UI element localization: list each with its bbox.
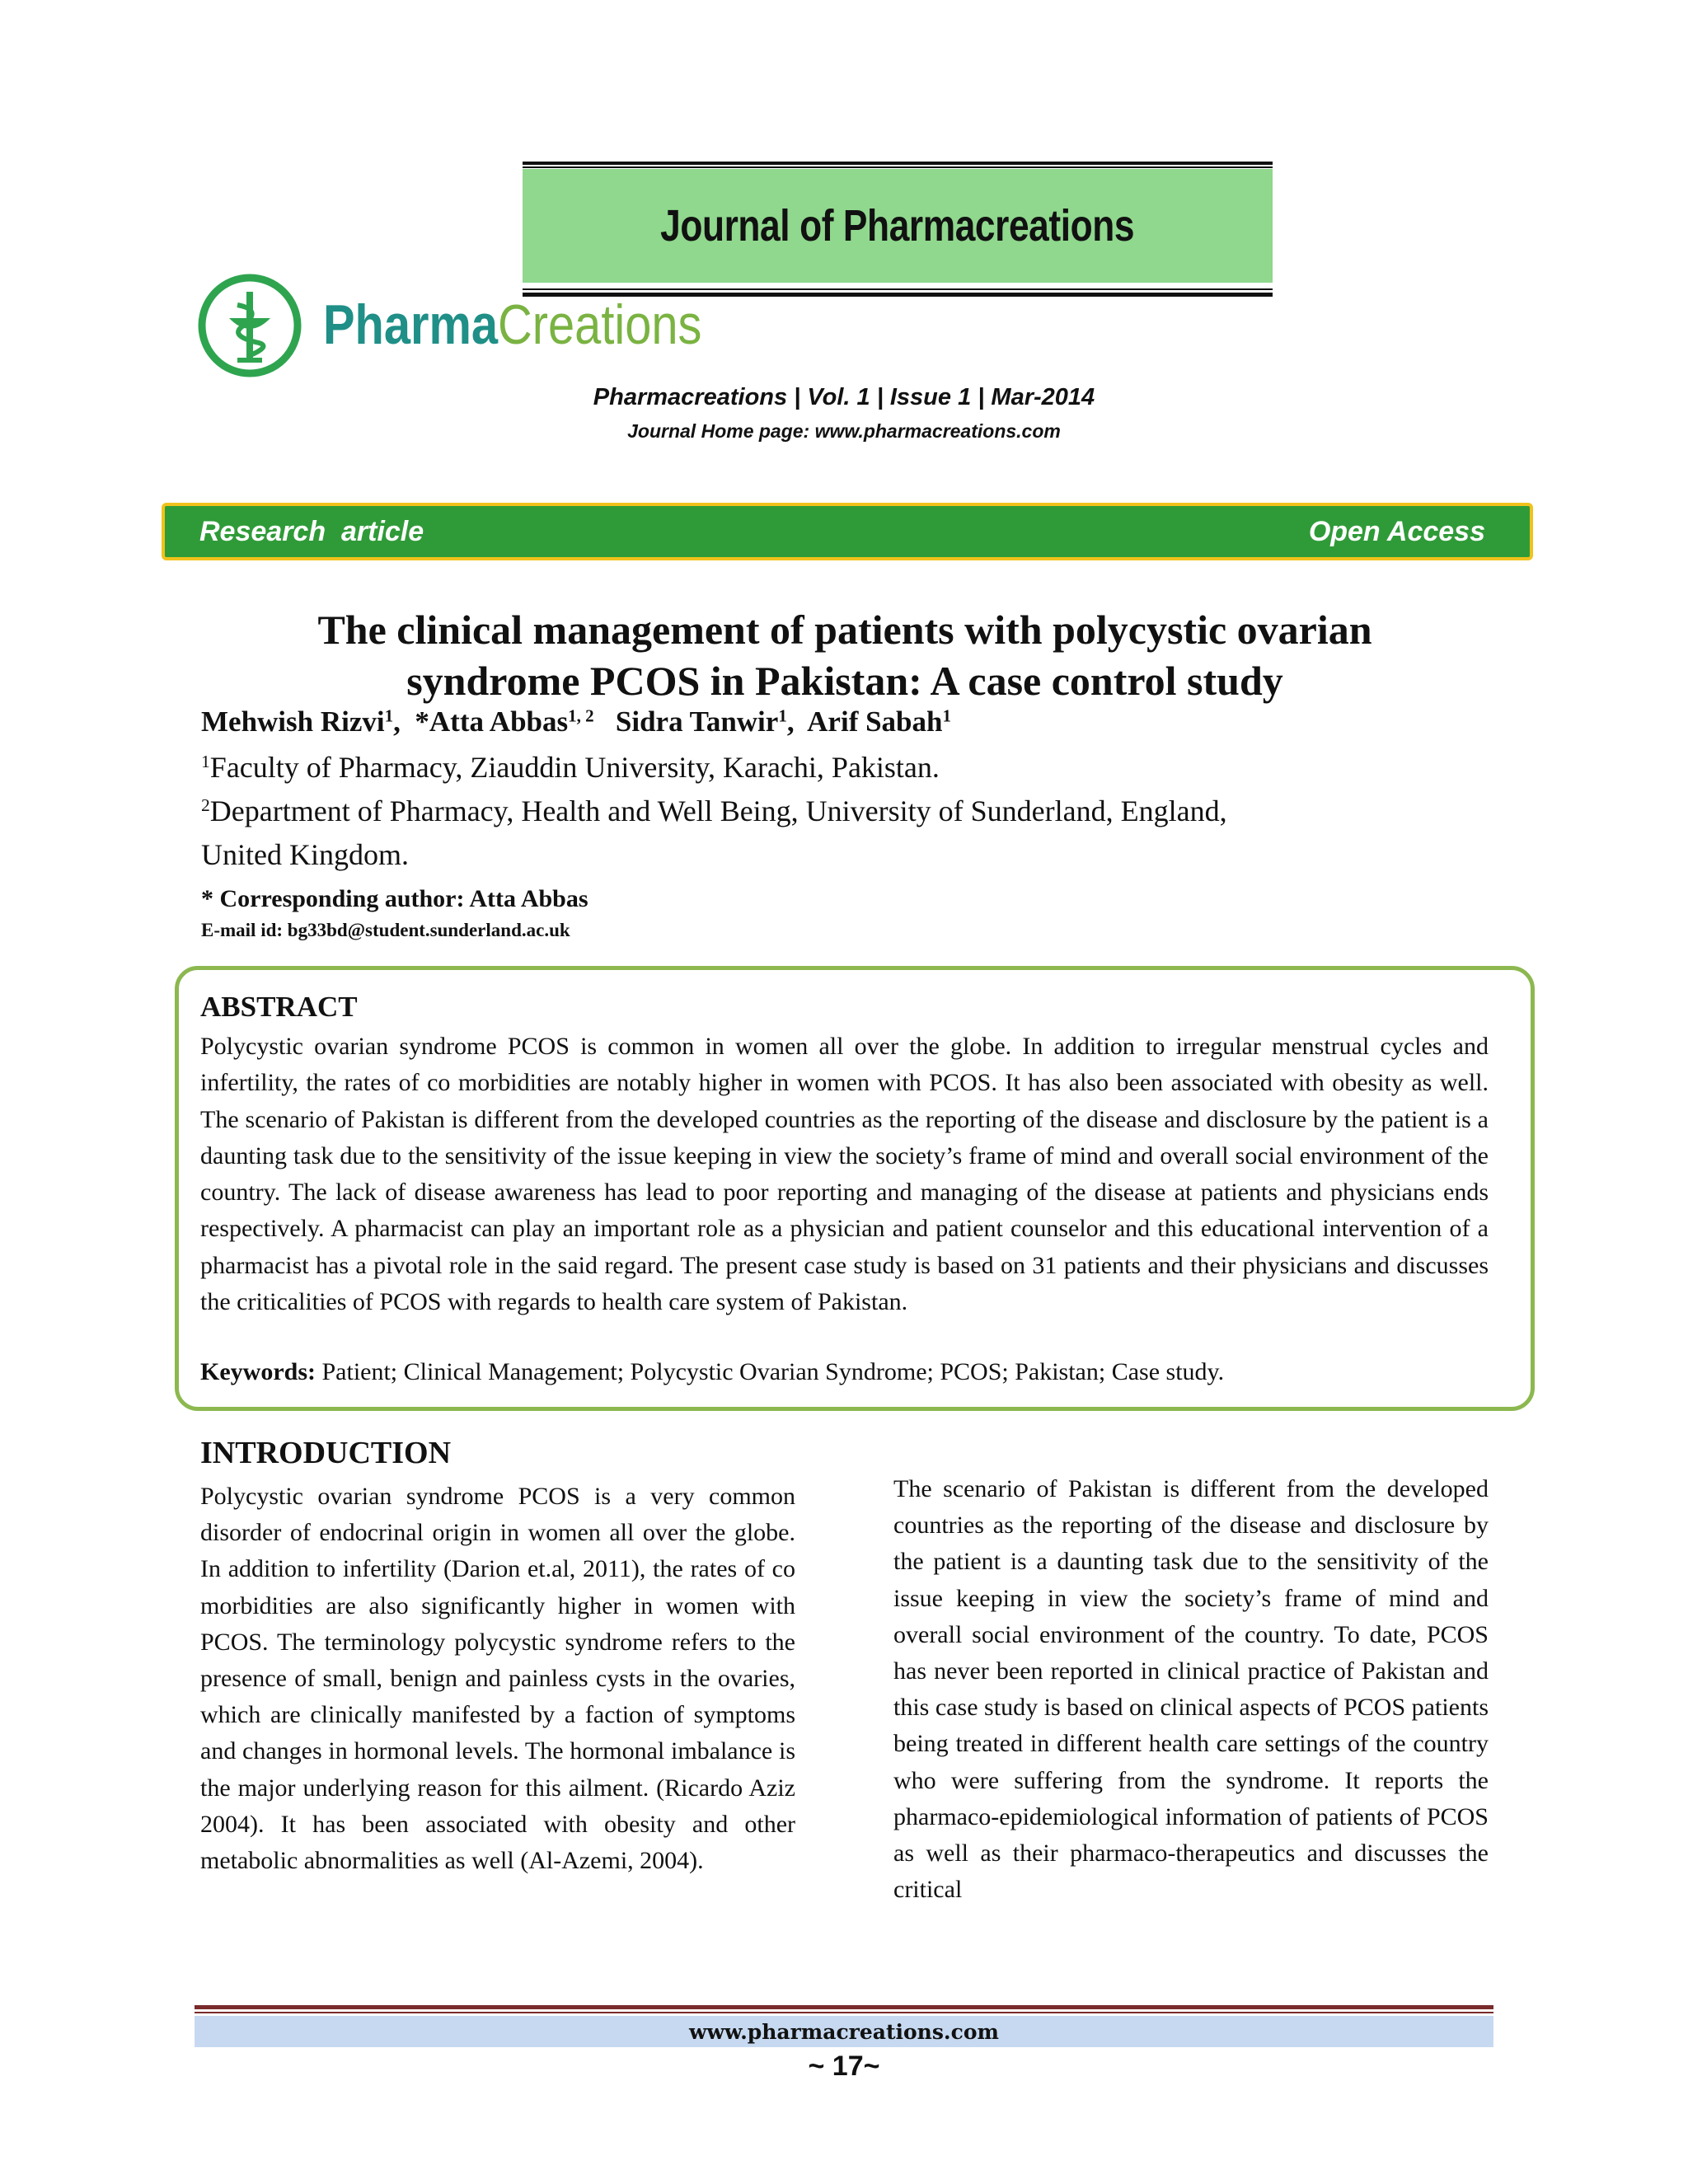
- title-line-1: The clinical management of patients with polycystic ovarian: [317, 607, 1372, 653]
- footer-rule: [195, 2005, 1493, 2009]
- affiliation-1-text: Faculty of Pharmacy, Ziauddin University, Karachi, Pakistan.: [209, 751, 940, 784]
- affiliation-1-mark: 1: [201, 752, 210, 772]
- open-access-label: Open Access: [1308, 516, 1485, 547]
- author-affiliation-mark: 1: [384, 705, 394, 726]
- banner-rule-top: [523, 162, 1273, 165]
- banner-rule-bottom-thin: [523, 288, 1273, 290]
- title-line-2: syndrome PCOS in Pakistan: A case control study: [406, 658, 1283, 704]
- journal-banner: [523, 169, 1273, 283]
- article-type-label: Research article: [199, 516, 424, 547]
- article-title: [132, 604, 1558, 706]
- author-affiliation-mark: 1: [942, 705, 951, 726]
- issue-line: Pharmacreations | Vol. 1 | Issue 1 | Mar-2014: [593, 384, 1095, 410]
- author-list: [201, 705, 951, 738]
- author-email: E-mail id: bg33bd@student.sunderland.ac.uk: [201, 920, 570, 940]
- author-affiliation-mark: 1: [778, 705, 787, 726]
- author-name: Sidra Tanwir: [615, 705, 779, 738]
- footer-url: www.pharmacreations.com: [689, 2020, 999, 2044]
- introduction-heading: INTRODUCTION: [200, 1436, 452, 1470]
- introduction-column-1: Polycystic ovarian syndrome PCOS is a very common disorder of endocrinal origin in women all over the globe. In addition to infertility (Darion et.al, 2011), the rates of co morbidities are also significantly higher in women with PCOS. The terminology polycystic syndrome refers to the presence of small, benign and painless cysts in the ovaries, which are clinically manifested by a faction of symptoms and changes in hormonal levels. The hormonal imbalance is the major underlying reason for this ailment. (Ricardo Aziz 2004). It has been associated with obesity and other metabolic abnormalities as well (Al-Azemi, 2004).: [200, 1483, 795, 1875]
- article-type-bar: [162, 503, 1533, 560]
- keywords: [200, 1358, 1224, 1386]
- pharmacy-caduceus-icon: [196, 272, 303, 379]
- journal-home-line: Journal Home page: www.pharmacreations.com: [627, 420, 1061, 442]
- logo-part2: Creations: [498, 293, 702, 356]
- banner-rule-top-thin: [523, 166, 1273, 168]
- author-name: Arif Sabah: [807, 705, 943, 738]
- keywords-text: Patient; Clinical Management; Polycystic Ovarian Syndrome; PCOS; Pakistan; Case study.: [315, 1358, 1225, 1385]
- author-affiliation-mark: 1, 2: [568, 705, 594, 726]
- affiliation-2-mark: 2: [201, 795, 210, 816]
- affiliation-2-continued: United Kingdom.: [201, 838, 409, 871]
- keywords-label: Keywords:: [200, 1358, 316, 1385]
- affiliation-1: [201, 750, 940, 785]
- author-separator: ,: [393, 705, 408, 738]
- page-number: ~ 17~: [808, 2050, 880, 2082]
- abstract-heading: ABSTRACT: [200, 991, 358, 1023]
- journal-title: Journal of Pharmacreations: [660, 201, 1135, 251]
- introduction-column-2: The scenario of Pakistan is different from the developed countries as the reporting of the disease and disclosure by the patient is a daunting task due to the sensitivity of the issue keeping in view the society’s frame of mind and overall social environment of the country. To date, PCOS has never been reported in clinical practice of Pakistan and this case study is based on clinical aspects of PCOS patients being treated in different health care settings of the country who were suffering from the syndrome. It reports the pharmaco-epidemiological information of patients of PCOS as well as their pharmaco-therapeutics and discusses the critical: [893, 1475, 1489, 1904]
- author-name: *Atta Abbas: [415, 705, 569, 738]
- abstract-text: Polycystic ovarian syndrome PCOS is common in women all over the globe. In addition to irregular menstrual cycles and infertility, the rates of co morbidities are notably higher in women with PCOS. It has also been associated with obesity as well. The scenario of Pakistan is different from the developed countries as the reporting of the disease and disclosure by the patient is a daunting task due to the sensitivity of the issue keeping in view the society’s frame of mind and overall social environment of the country. The lack of disease awareness has lead to poor reporting and managing of the disease at patients and physicians ends respectively. A pharmacist can play an important role as a physician and patient counselor and this educational intervention of a pharmacist has a pivotal role in the said regard. The present case study is based on 31 patients and their physicians and discusses the criticalities of PCOS with regards to health care system of Pakistan.: [200, 1033, 1489, 1316]
- footer-rule-thin: [195, 2012, 1493, 2013]
- author-separator: [594, 705, 609, 738]
- affiliation-2-text: Department of Pharmacy, Health and Well Being, University of Sunderland, England,: [209, 794, 1227, 827]
- author-name: Mehwish Rizvi: [201, 705, 385, 738]
- affiliation-2: [201, 794, 1227, 828]
- author-separator: ,: [786, 705, 802, 738]
- corresponding-author: * Corresponding author: Atta Abbas: [201, 885, 588, 912]
- logo-part1: Pharma: [323, 293, 499, 356]
- pharmacreations-logo: [323, 293, 702, 356]
